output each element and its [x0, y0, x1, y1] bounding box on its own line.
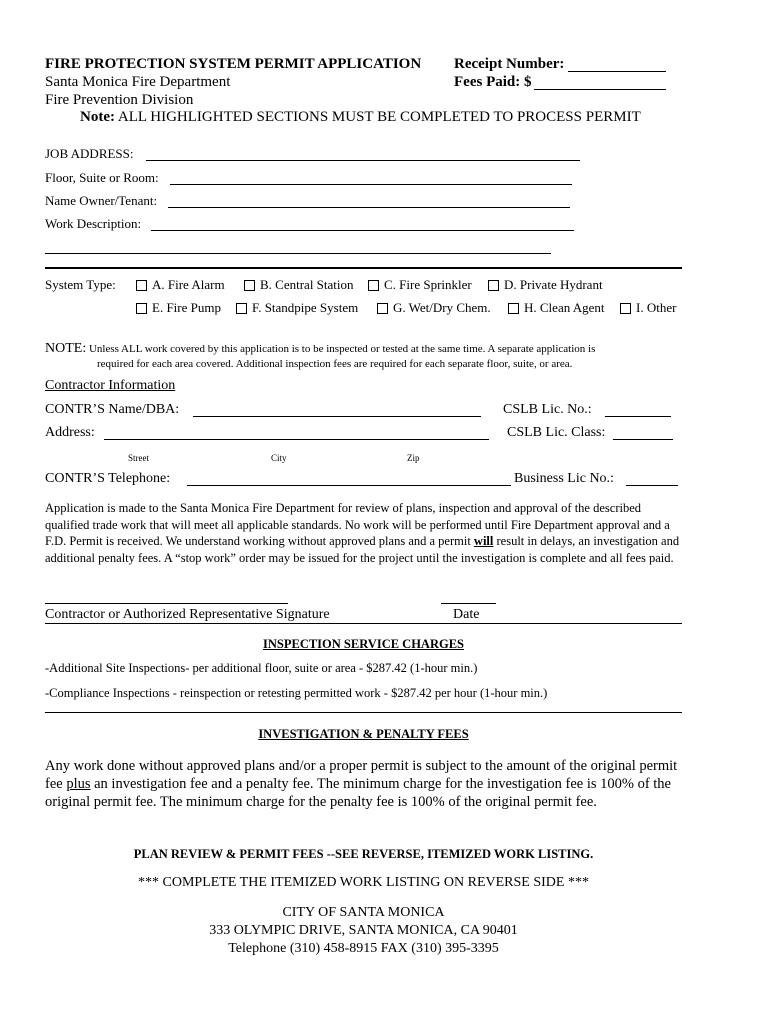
option-fire-pump[interactable]: E. Fire Pump	[136, 300, 221, 316]
emphasis-plus: plus	[66, 776, 91, 792]
street-caption: Street	[128, 453, 149, 463]
inspection-note	[45, 341, 595, 357]
complete-reverse-note: *** COMPLETE THE ITEMIZED WORK LISTING ON REVERSE SIDE ***	[138, 875, 589, 890]
note-text: ALL HIGHLIGHTED SECTIONS MUST BE COMPLETED TO PROCESS PERMIT	[117, 109, 641, 125]
floor-suite-field[interactable]	[170, 184, 572, 185]
department-name: Santa Monica Fire Department	[45, 74, 231, 90]
option-standpipe-system[interactable]: F. Standpipe System	[236, 300, 358, 316]
signature-field[interactable]	[45, 603, 288, 604]
footer-city: CITY OF SANTA MONICA	[282, 905, 445, 920]
inspection-heading: INSPECTION SERVICE CHARGES	[263, 637, 464, 651]
note2-label: NOTE:	[45, 341, 87, 356]
note-label: Note:	[80, 109, 115, 125]
section-divider	[45, 267, 682, 269]
checkbox[interactable]	[488, 280, 499, 291]
floor-suite-label: Floor, Suite or Room:	[45, 170, 159, 185]
application-statement: Application is made to the Santa Monica Fire Department for review of plans, inspection and approval of the described qualified trade work that will meet all applicable standards. No work will be performed until Fire Department approval and a F.D. Permit is received. We understand working without approved plans and a permit will result in delays, an investigation and additional penalty fees. A “stop work” order may be issued for the project until the investigation is complete and all fees paid.	[45, 501, 680, 565]
work-description-label: Work Description:	[45, 216, 142, 231]
required-note	[80, 109, 641, 126]
checkbox[interactable]	[136, 303, 147, 314]
note2-line1: Unless ALL work covered by this application is to be inspected or tested at the same time. A separate application is	[88, 343, 596, 355]
job-address-label: JOB ADDRESS:	[45, 146, 134, 161]
city-caption: City	[271, 453, 287, 463]
plan-review-note: PLAN REVIEW & PERMIT FEES --SEE REVERSE, ITEMIZED WORK LISTING.	[133, 847, 594, 861]
emphasis-will: will	[473, 534, 494, 548]
contractor-telephone-label: CONTR’S Telephone:	[45, 471, 171, 486]
business-lic-field[interactable]	[626, 485, 678, 486]
investigation-heading: INVESTIGATION & PENALTY FEES	[258, 727, 469, 741]
note2-line2: required for each area covered. Additional inspection fees are required for each separate floor, suite, or area.	[97, 358, 573, 370]
contractor-name-field[interactable]	[193, 416, 481, 417]
option-fire-sprinkler[interactable]: C. Fire Sprinkler	[368, 277, 472, 293]
owner-tenant-field[interactable]	[168, 207, 570, 208]
zip-caption: Zip	[407, 453, 420, 463]
division-name: Fire Prevention Division	[45, 92, 194, 108]
inspection-divider	[45, 712, 682, 713]
job-address-field[interactable]	[146, 160, 580, 161]
work-description-field[interactable]	[151, 230, 574, 231]
contractor-address-label: Address:	[45, 425, 95, 440]
receipt-number-label: Receipt Number:	[454, 56, 565, 72]
cslb-class-label: CSLB Lic. Class:	[507, 425, 606, 440]
date-label: Date	[453, 607, 480, 622]
checkbox[interactable]	[244, 280, 255, 291]
cslb-lic-label: CSLB Lic. No.:	[503, 402, 592, 417]
checkbox[interactable]	[136, 280, 147, 291]
option-central-station[interactable]: B. Central Station	[244, 277, 354, 293]
date-field[interactable]	[441, 603, 496, 604]
checkbox[interactable]	[620, 303, 631, 314]
footer-address: 333 OLYMPIC DRIVE, SANTA MONICA, CA 90401	[209, 923, 518, 938]
business-lic-label: Business Lic No.:	[514, 471, 614, 486]
system-type-label: System Type:	[45, 277, 116, 292]
form-title: FIRE PROTECTION SYSTEM PERMIT APPLICATION	[45, 56, 422, 72]
option-clean-agent[interactable]: H. Clean Agent	[508, 300, 605, 316]
inspection-charge-1: -Additional Site Inspections- per additional floor, suite or area - $287.42 (1-hour min.)	[45, 661, 478, 675]
contractor-telephone-field[interactable]	[187, 485, 511, 486]
receipt-number-field[interactable]	[568, 71, 666, 72]
contractor-name-label: CONTR’S Name/DBA:	[45, 402, 180, 417]
contractor-address-field[interactable]	[104, 439, 489, 440]
inspection-charge-2: -Compliance Inspections - reinspection or retesting permitted work - $287.42 per hour (1-hour min.)	[45, 686, 548, 700]
owner-tenant-label: Name Owner/Tenant:	[45, 193, 158, 208]
checkbox[interactable]	[368, 280, 379, 291]
contractor-heading: Contractor Information	[45, 378, 176, 393]
checkbox[interactable]	[377, 303, 388, 314]
investigation-text: Any work done without approved plans and/or a proper permit is subject to the amount of the original permit fee plus an investigation fee and a penalty fee. The minimum charge for the investigation fee is 100% of the original permit fee. The minimum charge for the penalty fee is 100% of the original permit fee.	[45, 758, 678, 810]
work-description-field-2[interactable]	[45, 253, 551, 254]
fees-paid-field[interactable]	[534, 89, 666, 90]
cslb-lic-field[interactable]	[605, 416, 671, 417]
footer-phone: Telephone (310) 458-8915 FAX (310) 395-3395	[228, 941, 499, 956]
option-other[interactable]: I. Other	[620, 300, 676, 316]
fees-paid-label: Fees Paid: $	[454, 74, 532, 90]
cslb-class-field[interactable]	[613, 439, 673, 440]
option-wet-dry-chem[interactable]: G. Wet/Dry Chem.	[377, 300, 491, 316]
checkbox[interactable]	[508, 303, 519, 314]
option-fire-alarm[interactable]: A. Fire Alarm	[136, 277, 225, 293]
signature-label: Contractor or Authorized Representative Signature	[45, 607, 330, 622]
signature-divider	[45, 623, 682, 624]
checkbox[interactable]	[236, 303, 247, 314]
option-private-hydrant[interactable]: D. Private Hydrant	[488, 277, 603, 293]
